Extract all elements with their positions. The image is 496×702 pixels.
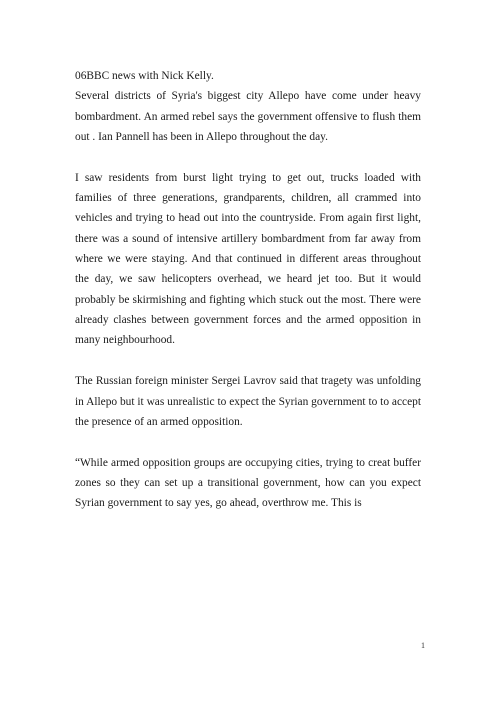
document-body xyxy=(75,66,421,514)
paragraph-gap xyxy=(75,147,421,167)
paragraph-gap xyxy=(75,432,421,452)
paragraph-intro: Several districts of Syria's biggest city Allepo have come under heavy bombardment. An armed rebel says the government offensive to flush them out . Ian Pannell has been in Allepo throughout the day. xyxy=(75,90,421,144)
page-number: 1 xyxy=(421,641,425,650)
paragraph-lavrov: The Russian foreign minister Sergei Lavrov said that tragety was unfolding in Allepo but it was unrealistic to expect the Syrian government to to accept the presence of an armed opposition. xyxy=(75,375,421,428)
paragraph-quote: “While armed opposition groups are occupying cities, trying to creat buffer zones so they can set up a transitional government, how can you expect Syrian government to say yes, go ahead, overthrow me. This is xyxy=(75,456,421,510)
paragraph-report: I saw residents from burst light trying to get out, trucks loaded with families of three generations, grandparents, children, all crammed into vehicles and trying to head out into the countryside. From again first light, there was a sound of intensive artillery bombardment from far away from where we were staying. And that continued in different areas throughout the day, we saw helicopters overhead, we heard jet too. But it would probably be skirmishing and fighting which stuck out the most. There were already clashes between government forces and the armed opposition in many neighbourhood. xyxy=(75,171,421,347)
header-line: 06BBC news with Nick Kelly. xyxy=(75,70,214,82)
paragraph-gap xyxy=(75,351,421,371)
